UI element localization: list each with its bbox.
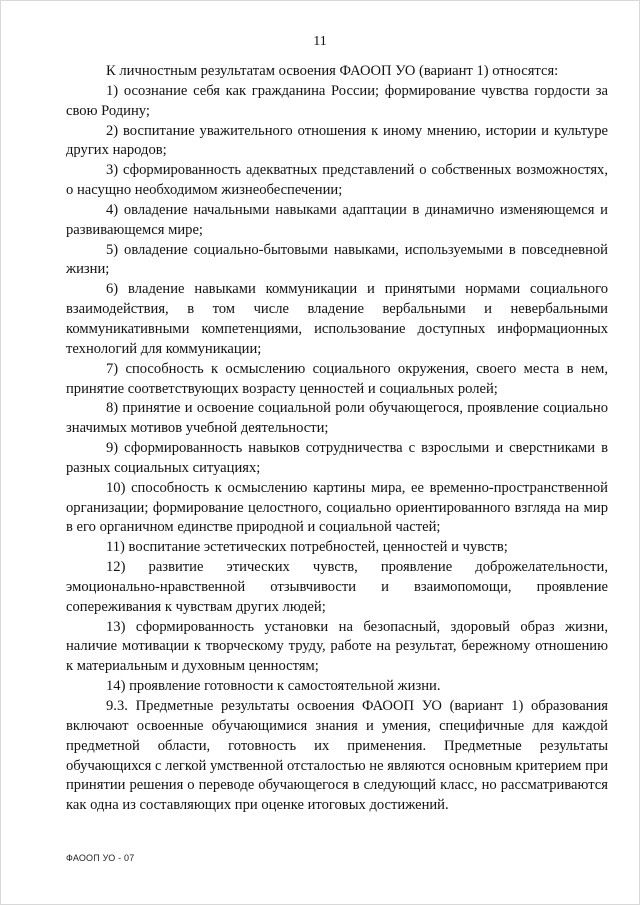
section-9-3-paragraph: 9.3. Предметные результаты освоения ФАООП УО (вариант 1) образования включают освоенные обучающимися знания и умения, специфичные для каждой предметной области, готовность их применения. Предметные результаты обучающихся с легкой умственной отсталостью не являются основным критерием при принятии решения о переводе обучающегося в следующий класс, но рассматриваются как одна из составляющих при оценке итоговых достижений.	[66, 698, 608, 814]
intro-paragraph: К личностным результатам освоения ФАООП УО (вариант 1) относятся:	[106, 63, 559, 79]
list-item-14: 14) проявление готовности к самостоятельной жизни.	[106, 678, 441, 695]
list-item-3: 3) сформированность адекватных представлений о собственных возможностях, о насущно необходимом жизнеобеспечении;	[66, 162, 608, 199]
list-item-1: 1) осознание себя как гражданина России; формирование чувства гордости за свою Родину;	[66, 82, 608, 119]
list-item-10: 10) способность к осмыслению картины мира, ее временно-пространственной организации; формирование целостного, социально ориентированного взгляда на мир в его органичном единстве природной и социальной частей;	[66, 479, 608, 536]
list-item-6: 6) владение навыками коммуникации и принятыми нормами социального взаимодействия, в том числе владение вербальными и невербальными коммуникативными компетенциями, использование доступных информационных технологий для коммуникации;	[66, 281, 608, 357]
list-item-9: 9) сформированность навыков сотрудничества с взрослыми и сверстниками в разных социальных ситуациях;	[66, 440, 608, 476]
list-item-12: 12) развитие этических чувств, проявление доброжелательности, эмоционально-нравственной отзывчивости и взаимопомощи, проявление сопереживания к чувствам других людей;	[66, 559, 608, 615]
list-item-2: 2) воспитание уважительного отношения к иному мнению, истории и культуре других народов;	[66, 122, 608, 159]
list-item-7: 7) способность к осмыслению социального окружения, своего места в нем, принятие соответствующих возрасту ценностей и социальных ролей;	[66, 360, 608, 397]
page-number: 11	[313, 34, 327, 49]
list-item-11: 11) воспитание эстетических потребностей, ценностей и чувств;	[106, 539, 508, 556]
list-item-13: 13) сформированность установки на безопасный, здоровый образ жизни, наличие мотивации к творческому труду, работе на результат, бережному отношению к материальным и духовным ценностям;	[66, 618, 608, 675]
list-item-8: 8) принятие и освоение социальной роли обучающегося, проявление социально значимых мотивов учебной деятельности;	[66, 400, 608, 437]
list-item-4: 4) овладение начальными навыками адаптации в динамично изменяющемся и развивающемся мире;	[66, 201, 608, 238]
list-item-5: 5) овладение социально-бытовыми навыками, используемыми в повседневной жизни;	[66, 241, 608, 278]
footer-document-code: ФАООП УО - 07	[66, 853, 135, 863]
document-body	[66, 62, 608, 816]
